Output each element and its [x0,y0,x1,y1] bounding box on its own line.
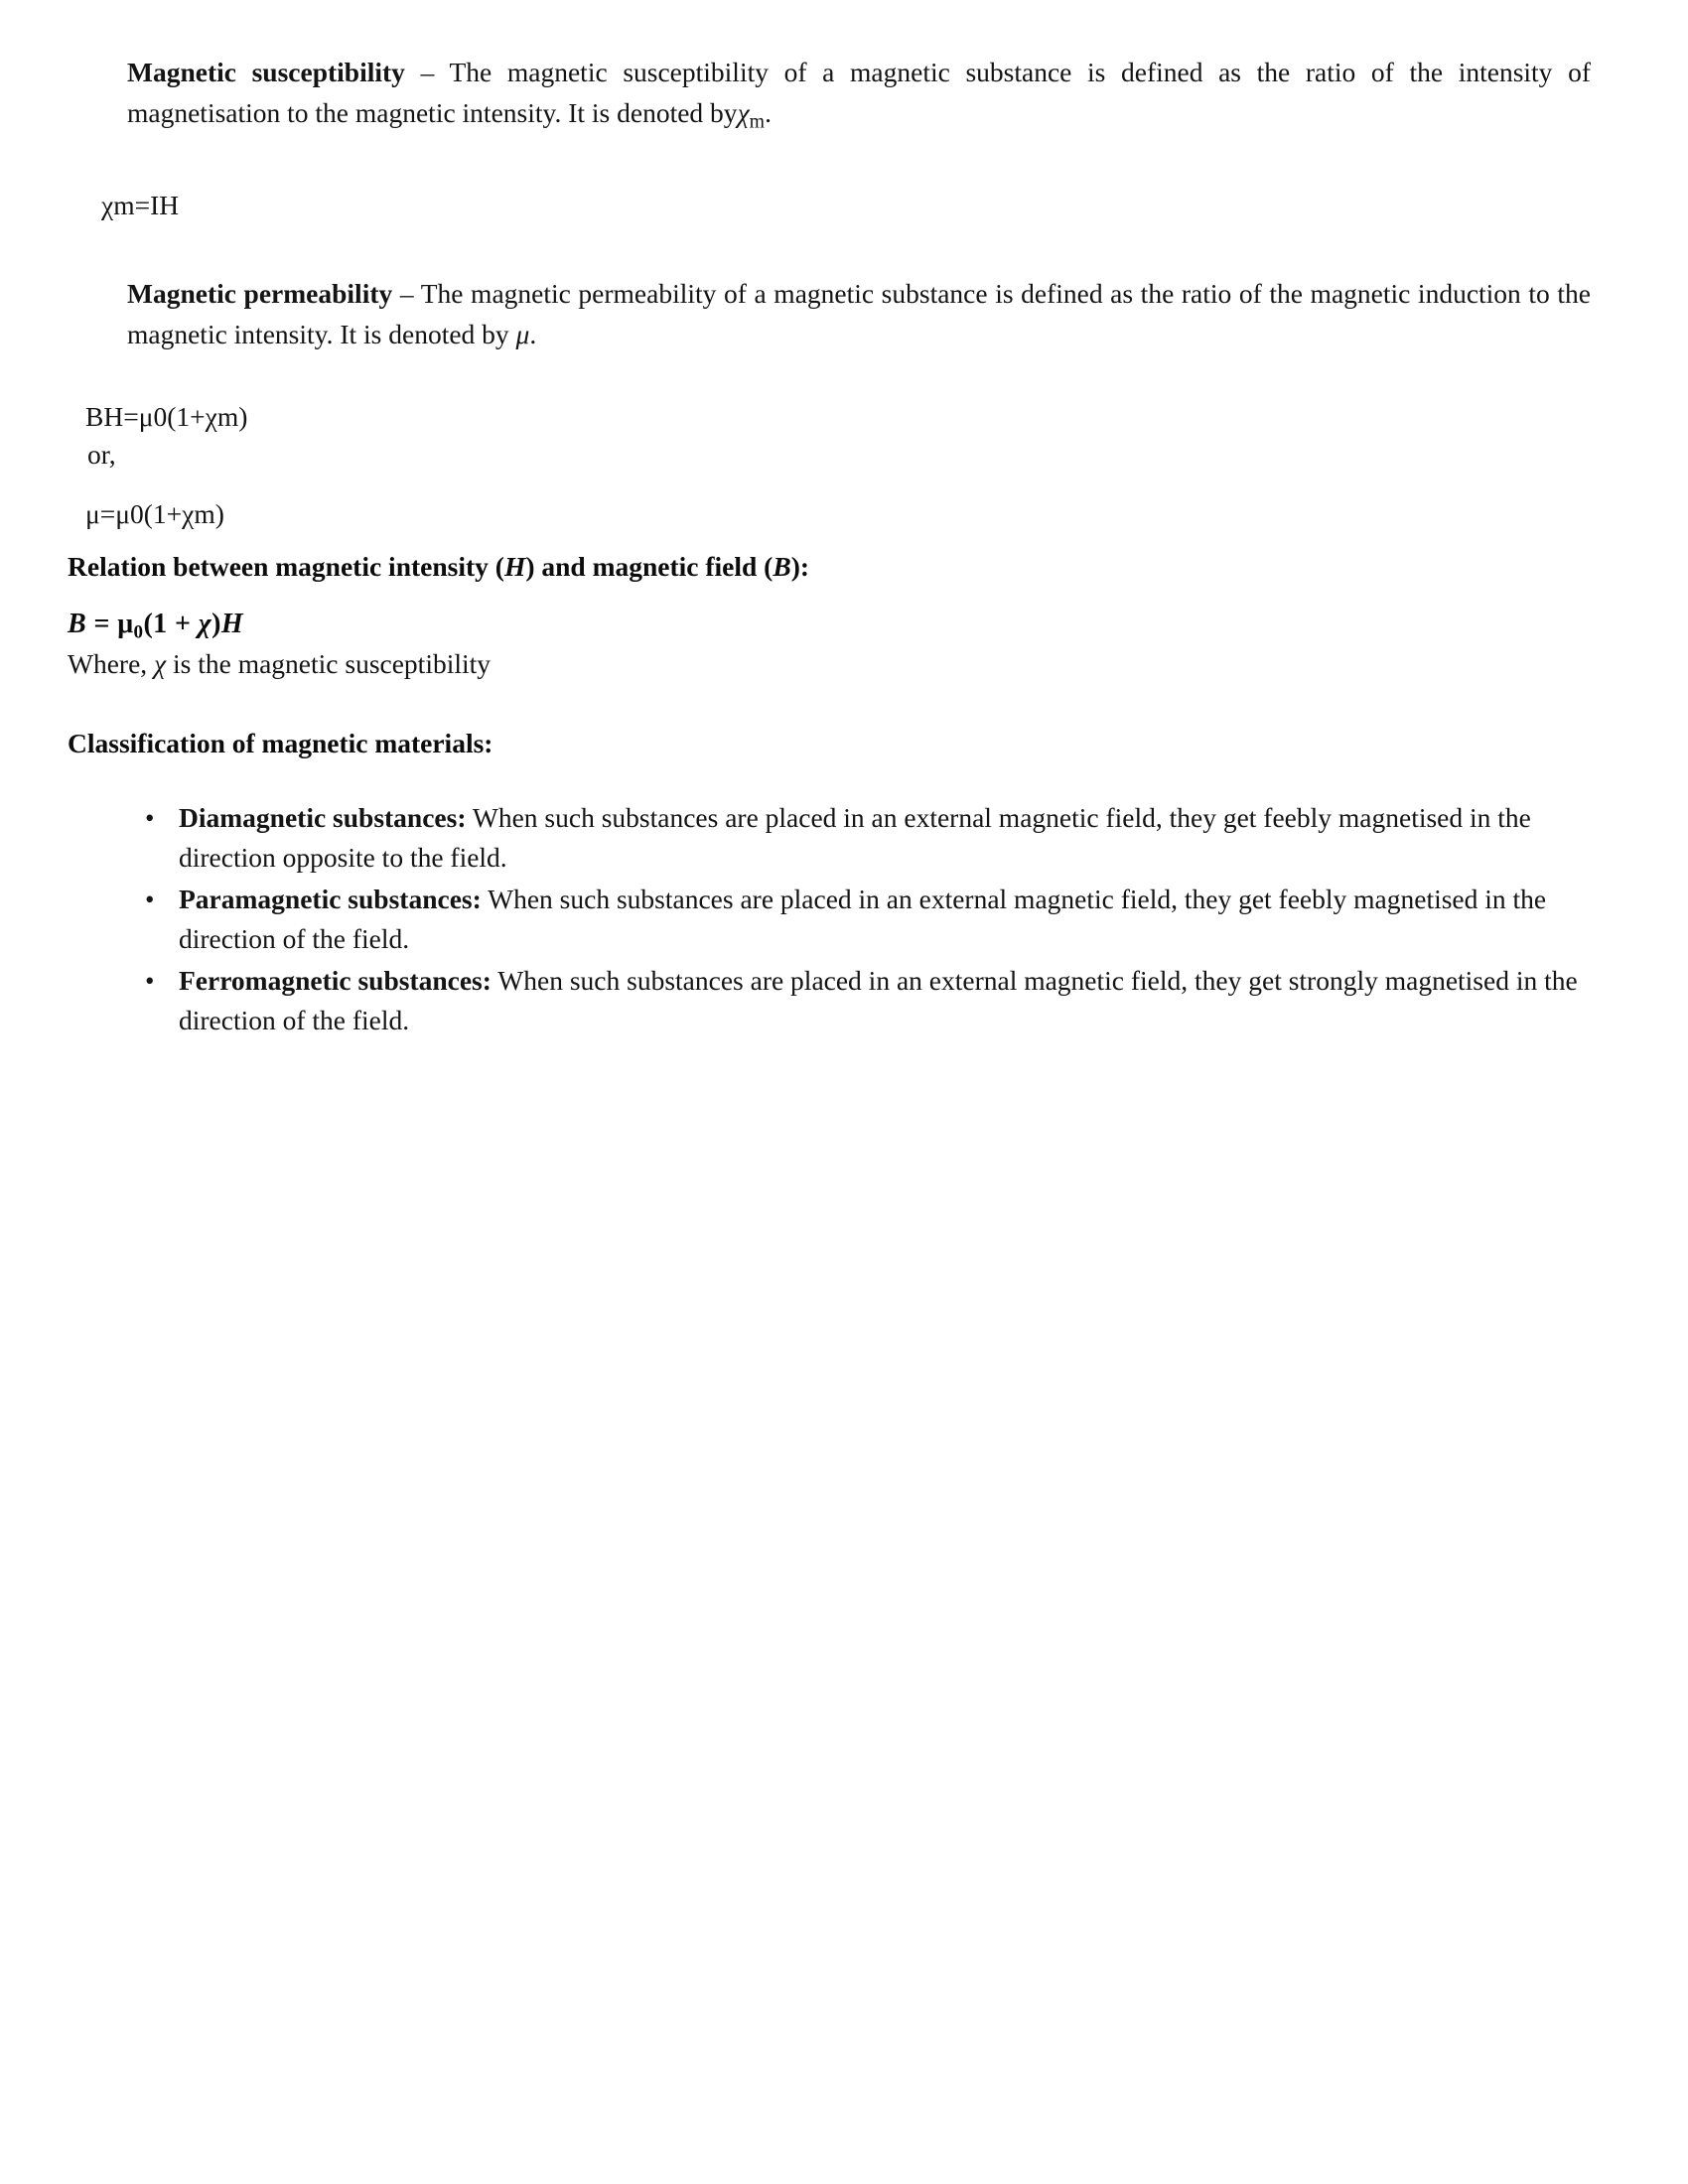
relation-formula [68,610,1591,648]
list-item [68,798,1591,878]
relation-heading-part3: ): [790,550,810,582]
list-item [68,880,1591,959]
permeability-dash: – [392,277,421,309]
relation-heading [68,550,1591,584]
list-item-text: When such substances are placed in an external magnetic field, they get feebly magnetised in the direction opposite to the field. [179,802,1531,874]
list-item-text: When such substances are placed in an external magnetic field, they get feebly magnetised in the direction of the field. [179,884,1547,955]
where-line [68,648,1591,680]
list-item [68,961,1591,1040]
magnetic-susceptibility-paragraph [68,52,1591,143]
relation-heading-symbol-b: B [773,550,791,582]
susceptibility-body: The magnetic susceptibility of a magnetic substance is defined as the ratio of the intensity of magnetisation to the magnetic intensity. It is denoted by [127,57,1591,128]
list-item-term: Paramagnetic substances: [179,884,482,915]
formula-mu: μ [117,608,134,639]
formula-equals: = [86,608,118,639]
bh-equation [85,398,1609,436]
relation-heading-part1: Relation between magnetic intensity ( [68,550,504,582]
formula-b: B [68,608,87,639]
bullet-icon: • [145,803,155,834]
formula-close-paren: ) [211,608,221,639]
relation-heading-part2: ) and magnetic field ( [525,550,774,582]
bullet-icon: • [145,966,155,997]
permeability-period: . [529,318,537,349]
formula-chi: χ [198,608,212,639]
classification-heading-text: Classification of magnetic materials: [68,728,493,759]
list-item-term: Ferromagnetic substances: [179,965,492,997]
formula-h: H [220,608,244,639]
susceptibility-period: . [765,97,772,128]
or-connector [87,436,1611,474]
susceptibility-symbol-subscript: m [749,110,766,133]
or-connector-text: or, [87,438,116,470]
where-suffix: is the magnetic susceptibility [166,648,492,680]
formula-plus: + [167,608,199,639]
susceptibility-equation-text: χm=IH [101,189,180,220]
mu-equation-text: μ=μ0(1+χm) [85,497,224,529]
bullet-icon: • [145,885,155,915]
susceptibility-term: Magnetic susceptibility [127,57,405,87]
bh-equation-text: BH=μ0(1+χm) [85,400,248,432]
where-chi-symbol: χ [154,648,167,680]
magnetic-permeability-paragraph [68,273,1591,354]
classification-heading [68,727,1591,760]
relation-heading-symbol-h: H [503,550,526,582]
susceptibility-symbol: χ [737,97,750,128]
where-prefix: Where, [68,648,155,680]
list-item-term: Diamagnetic substances: [179,802,467,834]
permeability-term: Magnetic permeability [127,277,393,309]
list-item-text: When such substances are placed in an external magnetic field, they get strongly magnetised in the direction of the field. [179,965,1578,1036]
susceptibility-equation [101,187,1624,224]
permeability-body: The magnetic permeability of a magnetic substance is defined as the ratio of the magnetic induction to the magnetic intensity. It is denoted by [127,277,1591,349]
document-content [68,52,1591,1042]
mu-equation [85,495,1609,533]
permeability-symbol: μ [515,318,530,349]
formula-open-paren: (1 [143,608,168,639]
susceptibility-dash: – [404,57,450,87]
magnetic-materials-list [68,798,1591,1040]
formula-mu-subscript: 0 [133,621,144,643]
